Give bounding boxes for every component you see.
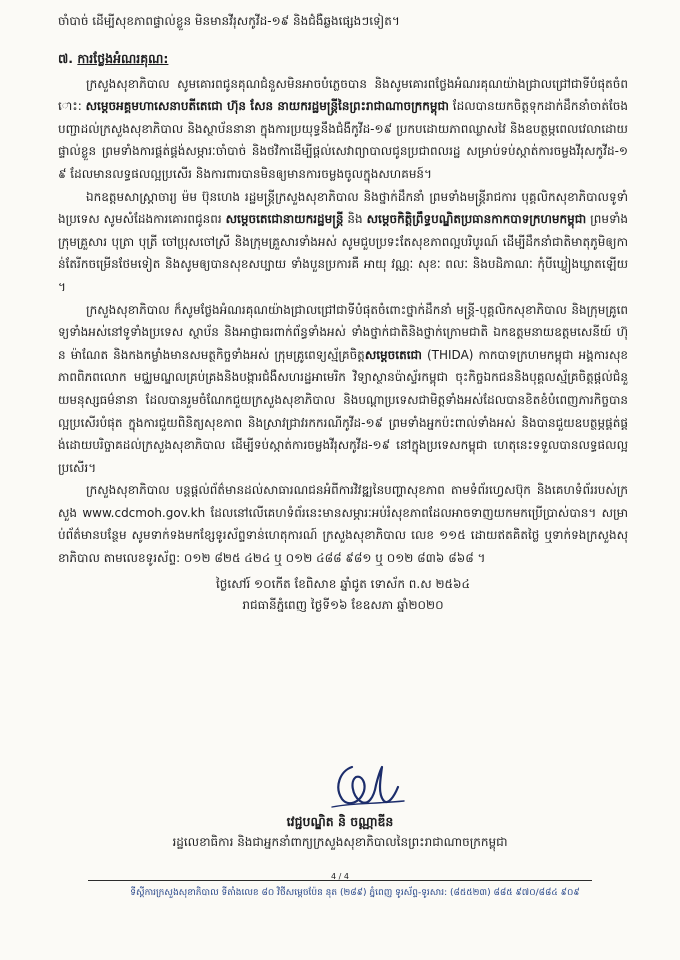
opening-line: ចាំបាច់ ដើម្បីសុខភាពផ្ទាល់ខ្លួន មិនមានវីរុសកូវីដ-១៩ និងជំងឺឆ្លងផ្សេងៗទៀត។ xyxy=(58,14,400,28)
para4-text-a: ក្រសួងសុខាភិបាល បន្តផ្តល់ព័ត៌មានដល់សាធារណជនអំពីការវិវឌ្ឍនៃបញ្ហាសុខភាព តាមទំព័រហ្វេសប៊ុក និងគេហទំព័ររបស់ក្រសួង xyxy=(58,483,628,520)
paragraph-info xyxy=(58,479,628,569)
section-heading xyxy=(58,47,628,71)
signature-image xyxy=(322,757,412,813)
footer-divider xyxy=(88,880,592,881)
signer-block xyxy=(0,812,680,852)
para1-highlight: សម្តេចអគ្គមហាសេនាបតីតេជោ ហ៊ុន សែន នាយករដ្ឋមន្ត្រីនៃព្រះរាជាណាចក្រកម្ពុជា xyxy=(85,99,449,114)
paragraph-gratitude-pm xyxy=(58,73,628,186)
lunar-date: ថ្ងៃសៅរ៍ ១០កើត ខែពិសាខ ឆ្នាំជូត ទោស័ក ព.ស ២៥៦៤ xyxy=(215,576,471,591)
section-title: ការថ្លែងអំណរគុណ: xyxy=(77,50,169,66)
signer-title: រដ្ឋលេខាធិការ និងជាអ្នកនាំពាក្យក្រសួងសុខាភិបាលនៃព្រះរាជាណាចក្រកម្ពុជា xyxy=(172,835,508,849)
date-block xyxy=(58,574,628,616)
footer-address: ទីស្តីការក្រសួងសុខាភិបាល ទីតាំងលេខ ៨០ វិថីសម្ដេចប៉ែន នុត (២៨៩) ភ្នំពេញ ទូរស័ព្ទ-ទូរសារ: (៨៥៥២៣) ៨៨៥ ៩៧០/៨៨៤ ៩០៩ xyxy=(130,888,580,898)
para2-text-c: និង xyxy=(343,212,367,227)
para3-text-c: (THIDA) កាកបាទក្រហមកម្ពុជា អង្គការសុខភាពពិភពលោក មជ្ឈមណ្ឌលគ្រប់គ្រងនិងបង្ការជំងឺសហរដ្ឋអាមេរិក វិទ្យាស្ថានប៉ាស្ទ័រកម្ពុជា ចុះកិច្ចឯកជននិងបុគ្គលស្ម័គ្រចិត្តផ្តល់ជំនួយមនុស្សធម៌នានា ដែលបានរួមចំណែកជួយក្រសួងសុខាភិបាល និងបណ្តាប្រទេសជាមិត្តទាំងអស់ដែលបានខិតខំបំពេញភារកិច្ចបានល្អប្រសើរបំផុត ក្នុងការជួយពិនិត្យសុខភាព និងស្រាវជ្រាវរកករណីកូវីដ-១៩ ព្រមទាំងអ្នកប៉ះពាល់ទាំងអស់ និងបានជួយឧបត្ថម្ភផ្គត់ផ្គង់ដោយបរិច្ចាគដល់ក្រសួងសុខាភិបាល ដើម្បីទប់ស្កាត់ការចម្លងវីរុសកូវីដ-១៩ នៅក្នុងប្រទេសកម្ពុជា ហេតុនេះទទួលបានលទ្ធផលល្អប្រសើរ។ xyxy=(58,347,629,475)
section-number: ៧. xyxy=(58,50,74,66)
paragraph-thanks-staff xyxy=(58,299,628,480)
para2-highlight-1: សម្តេចតេជោនាយករដ្ឋមន្ត្រី xyxy=(225,212,344,227)
document-body xyxy=(58,10,628,616)
para4-text-b: ដែលនៅលើគេហទំព័រនេះមានសម្ភារៈអប់រំសុខភាពដែលអាចទាញយកមកប្រើប្រាស់បាន។ សម្រាប់ព័ត៌មានបន្ថែម សូមទាក់ទងមកខ្សែទូរស័ព្ទទាន់ហេតុការណ៍ ក្រសួងសុខាភិបាល លេខ ១១៥ ដោយឥតគិតថ្លៃ ឬទាក់ទងក្រសួងសុខាភិបាល តាមលេខទូរស័ព្ទ: ០១២ ៨២៥ ៤២៤ ឬ ០១២ ៤៨៨ ៩៨១ ឬ ០១២ ៨៣៦ ៨៦៨ ។ xyxy=(58,505,628,566)
para1-text-c: ដែលបានយកចិត្តទុកដាក់ដឹកនាំចាត់ចែងបញ្ជាដល់ក្រសួងសុខាភិបាល និងស្ថាប័ននានា ក្នុងការប្រយុទ្ធនឹងជំងឺកូវីដ-១៩ ប្រកបដោយភាពឈ្លាសវៃ និងឧបត្ថម្ភពេលវេលាដោយផ្ទាល់ខ្លួន ព្រមទាំងការផ្គត់ផ្គង់សម្ភារៈចាំបាច់ និងថវិកាដើម្បីផ្តល់សេវាព្យាបាលជូនប្រជាពលរដ្ឋ សម្រាប់ទប់ស្កាត់ការចម្លងវីរុសកូវីដ-១៩ ដែលមានលទ្ធផលល្អប្រសើរ និងការពារបានមិនឲ្យមានការចម្លងចូលក្នុងសហគមន៍។ xyxy=(58,99,628,181)
paragraph-wishes xyxy=(58,186,628,299)
para2-text-a: ឯកឧត្តមសាស្ត្រាចារ្យ ម៉ម ប៊ុនហេង រដ្ឋមន្ត្រីក្រសួងសុខាភិបាល និងថ្នាក់ដឹកនាំ ព្រមទាំងមន្ត្រីរាជការ បុគ្គលិកសុខាភិបាលទូទាំងប្រទេស សូមសំដែងការគោរពជូនពរ xyxy=(58,189,628,227)
para3-highlight: សម្តេចតេជោ xyxy=(364,347,422,362)
para3-text-a: ក្រសួងសុខាភិបាល ក៏សូមថ្លែងអំណរគុណយ៉ាងជ្រាលជ្រៅជាទីបំផុតចំពោះថ្នាក់ដឹកនាំ មន្ត្រី-បុគ្គលិកសុខាភិបាល និងក្រុមគ្រូពេទ្យទាំងអស់នៅទូទាំងប្រទេស ស្ថាប័ន និងអាជ្ញាធរពាក់ព័ន្ធទាំងអស់ ទាំងថ្នាក់ជាតិនិងថ្នាក់ក្រោមជាតិ ឯកឧត្តមនាយឧត្តមសេនីយ៍ ហ៊ុន ម៉ាណែត និងកងកម្លាំងមានសមត្ថកិច្ចទាំងអស់ ក្រុមគ្រូពេទ្យស្ម័គ្រចិត្ត xyxy=(58,302,628,362)
website-link[interactable]: www.cdcmoh.gov.kh xyxy=(82,505,206,520)
para1-text-a: ក្រសួងសុខាភិបាល សូមគោរពជូនគុណជំនួសមិនអាចបំភ្លេចបាន និងសូមគោរពថ្លែងអំណរគុណយ៉ាងជ្រាលជ្រៅជាទីបំផុតចំពោះ: xyxy=(58,76,628,114)
para2-highlight-2: សម្តេចកិត្តិព្រឹទ្ធបណ្ឌិតប្រធានកាកបាទក្រហមកម្ពុជា xyxy=(366,212,587,227)
para2-text-e: ព្រមទាំងក្រុមគ្រួសារ បុត្រា បុត្រី ចៅប្រុសចៅស្រី និងក្រុមគ្រួសារទាំងអស់ សូមជួបប្រទះតែសុខភាពល្អបរិបូរណ៍ ដើម្បីដឹកនាំជាតិមាតុភូមិឲ្យកាន់តែរីកចម្រើនថែមទៀត និងសូមឲ្យបានសុខសប្បាយ ទាំងបួនប្រការគឺ អាយុ វណ្ណៈ សុខៈ ពលៈ និងបដិភាណៈ កុំបីឃ្លៀងឃ្លាតឡើយ។ xyxy=(58,212,628,294)
page-number: 4 / 4 xyxy=(331,872,349,881)
signer-name: វេជ្ជបណ្ឌិត និ ចណ្ណាឌីន xyxy=(286,814,394,829)
solar-date: រាជធានីភ្នំពេញ ថ្ងៃទី១៦ ខែឧសភា ឆ្នាំ២០២០ xyxy=(242,597,444,612)
